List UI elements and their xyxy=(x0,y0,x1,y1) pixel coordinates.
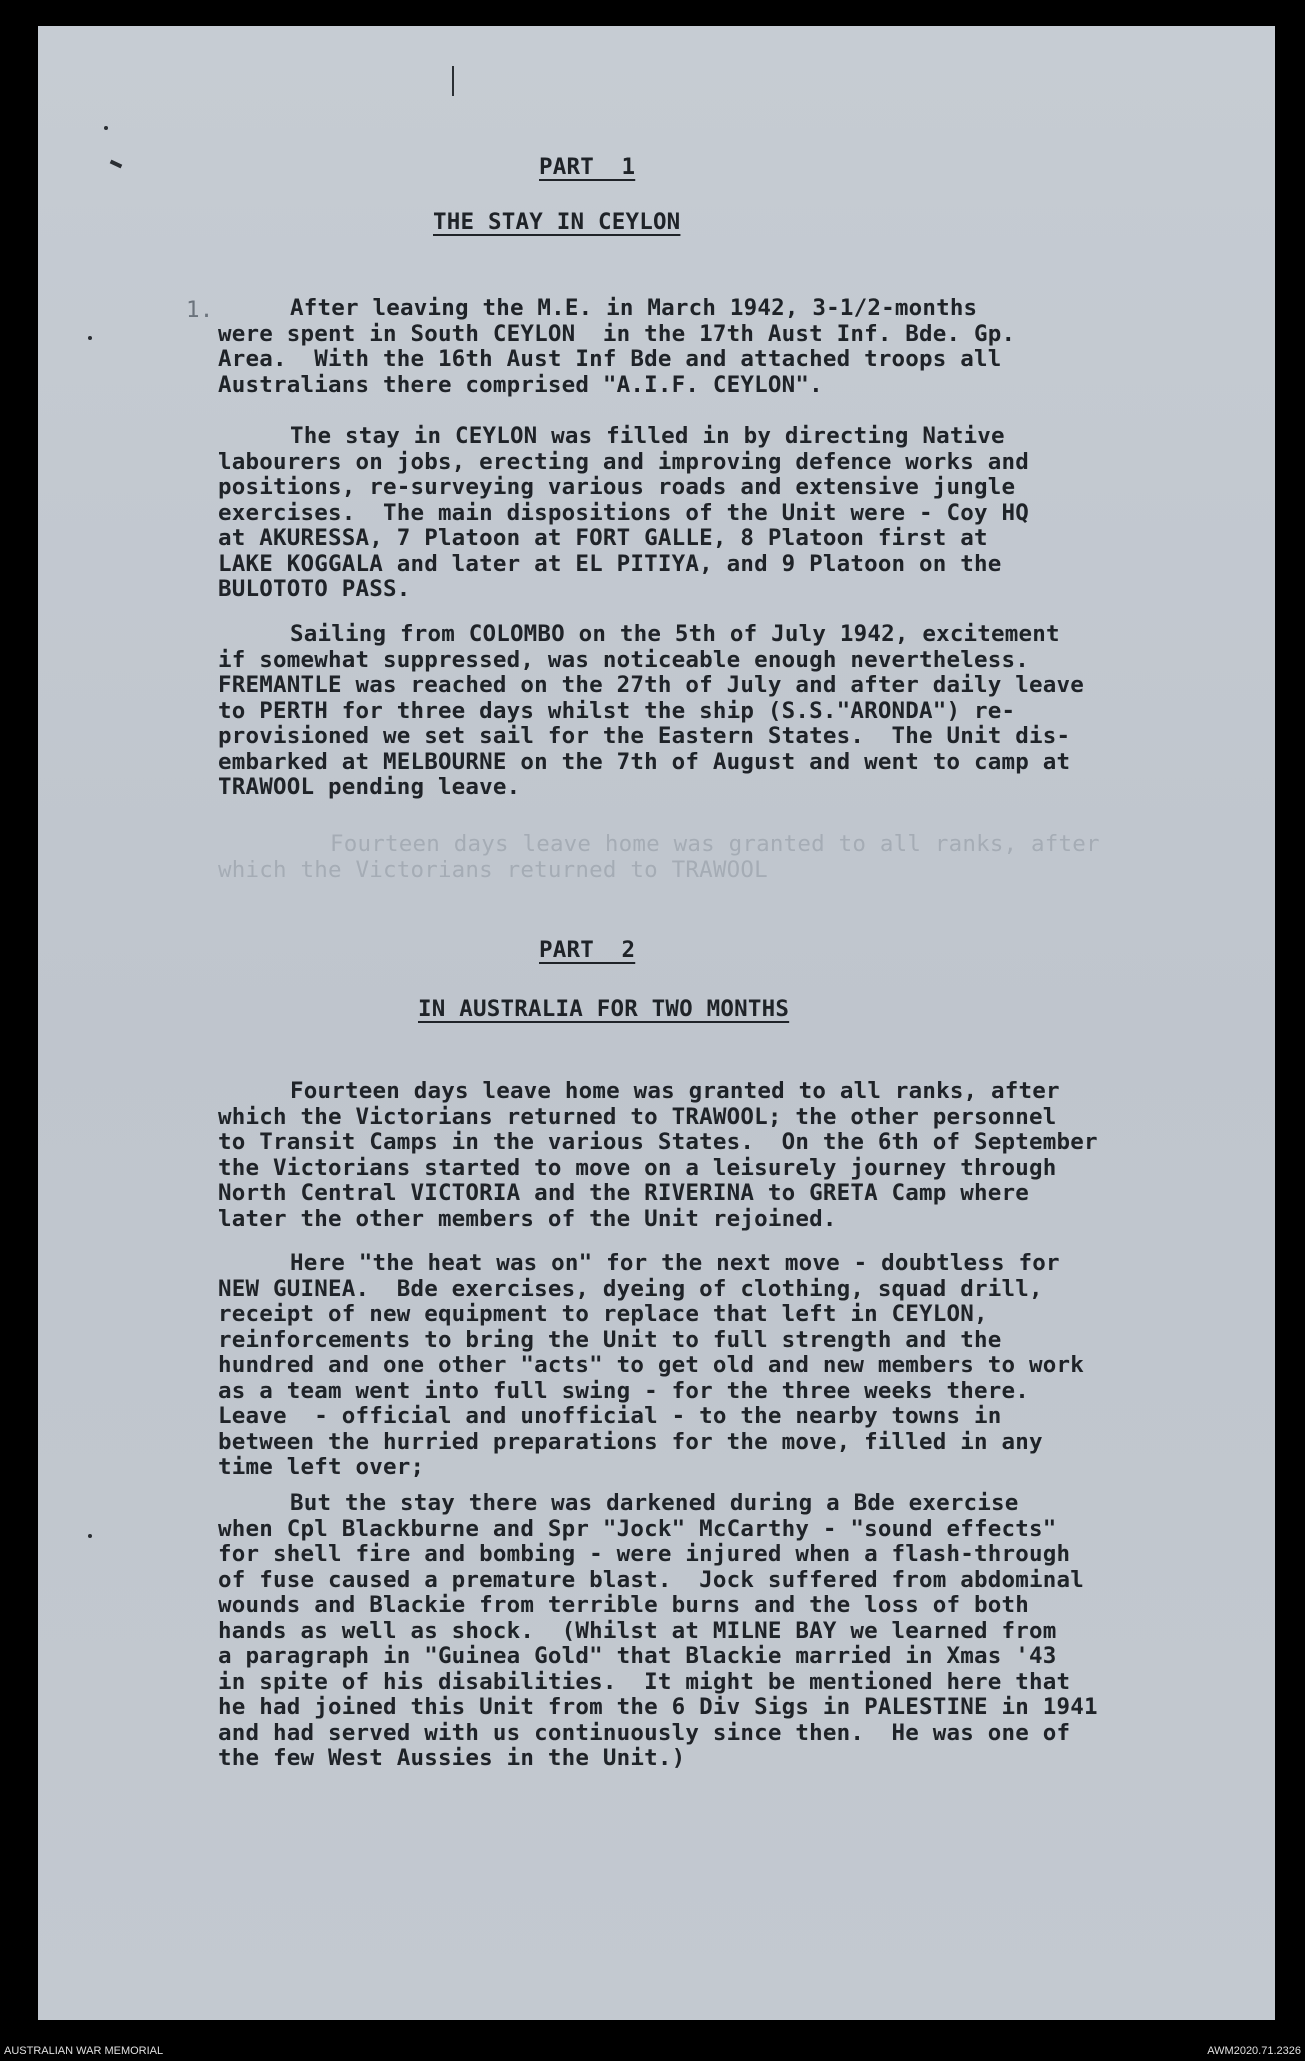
text-line: After leaving the M.E. in March 1942, 3-1/2-months xyxy=(290,295,978,321)
margin-number: 1. xyxy=(186,297,214,323)
part1-heading: PART 1 xyxy=(539,154,636,180)
text-line: Area. With the 16th Aust Inf Bde and attached troops all xyxy=(218,346,1002,372)
text-line: Fourteen days leave home was granted to all ranks, after xyxy=(290,1078,1060,1104)
text-line: at AKURESSA, 7 Platoon at FORT GALLE, 8 Platoon first at xyxy=(218,525,988,551)
text-line: embarked at MELBOURNE on the 7th of August and went to camp at xyxy=(218,748,1071,775)
document-page xyxy=(38,26,1275,2020)
text-line: a paragraph in "Guinea Gold" that Blackie married in Xmas '43 xyxy=(218,1643,1057,1669)
text-line: BULOTOTO PASS. xyxy=(218,576,411,602)
part2-subheading: IN AUSTRALIA FOR TWO MONTHS xyxy=(418,996,790,1022)
faded-text-line: Fourteen days leave home was granted to all ranks, after xyxy=(330,831,1100,857)
text-line: provisioned we set sail for the Eastern States. The Unit dis- xyxy=(218,723,1071,749)
text-line: receipt of new equipment to replace that left in CEYLON, xyxy=(218,1301,988,1327)
faded-text-line: which the Victorians returned to TRAWOOL xyxy=(218,857,768,883)
text-line: But the stay there was darkened during a Bde exercise xyxy=(290,1490,1019,1516)
text-line: in spite of his disabilities. It might be mentioned here that xyxy=(218,1668,1071,1695)
footer-right: AWM2020.71.2326 xyxy=(1207,2045,1301,2057)
text-line: Leave - official and unofficial - to the nearby towns in xyxy=(218,1403,1002,1429)
text-line: labourers on jobs, erecting and improving defence works and xyxy=(218,448,1030,475)
text-line: LAKE KOGGALA and later at EL PITIYA, and 9 Platoon on the xyxy=(218,550,1002,577)
text-line: hands as well as shock. (Whilst at MILNE BAY we learned from xyxy=(218,1617,1057,1644)
text-line: hundred and one other "acts" to get old and new members to work xyxy=(218,1352,1085,1378)
text-line: and had served with us continuously since then. He was one of xyxy=(218,1719,1071,1746)
binding-mark xyxy=(104,126,108,130)
text-line: to Transit Camps in the various States. On the 6th of September xyxy=(218,1129,1098,1155)
part2-heading: PART 2 xyxy=(539,937,636,963)
text-line: were spent in South CEYLON in the 17th Aust Inf. Bde. Gp. xyxy=(218,320,1016,347)
text-line: as a team went into full swing - for the three weeks there. xyxy=(218,1377,1030,1404)
text-line: positions, re-surveying various roads and extensive jungle xyxy=(218,474,1016,500)
binding-mark xyxy=(88,1534,92,1538)
text-line: exercises. The main dispositions of the Unit were - Coy HQ xyxy=(218,499,1030,526)
part1-subheading: THE STAY IN CEYLON xyxy=(433,209,681,235)
text-line: reinforcements to bring the Unit to full strength and the xyxy=(218,1326,1002,1353)
text-line: he had joined this Unit from the 6 Div Sigs in PALESTINE in 1941 xyxy=(218,1694,1098,1720)
text-line: FREMANTLE was reached on the 27th of July and after daily leave xyxy=(218,672,1085,698)
text-line: The stay in CEYLON was filled in by directing Native xyxy=(290,423,1005,449)
text-line: Sailing from COLOMBO on the 5th of July 1942, excitement xyxy=(290,621,1060,647)
text-line: time left over; xyxy=(218,1454,425,1480)
text-line: when Cpl Blackburne and Spr "Jock" McCarthy - "sound effects" xyxy=(218,1515,1057,1542)
text-line: Here "the heat was on" for the next move - doubtless for xyxy=(290,1250,1060,1276)
text-line: between the hurried preparations for the move, filled in any xyxy=(218,1428,1043,1455)
text-line: to PERTH for three days whilst the ship (S.S."ARONDA") re- xyxy=(218,697,1016,724)
text-line: the Victorians started to move on a leisurely journey through xyxy=(218,1154,1057,1181)
text-line: Australians there comprised "A.I.F. CEYLON". xyxy=(218,371,823,398)
binding-mark xyxy=(88,336,92,340)
text-line: TRAWOOL pending leave. xyxy=(218,774,521,800)
text-line: later the other members of the Unit rejoined. xyxy=(218,1205,837,1232)
footer-left: AUSTRALIAN WAR MEMORIAL xyxy=(4,2045,164,2057)
text-line: North Central VICTORIA and the RIVERINA to GRETA Camp where xyxy=(218,1180,1030,1206)
text-line: which the Victorians returned to TRAWOOL; the other personnel xyxy=(218,1103,1057,1130)
text-line: if somewhat suppressed, was noticeable enough nevertheless. xyxy=(218,646,1030,673)
text-line: the few West Aussies in the Unit.) xyxy=(218,1745,686,1771)
text-line: wounds and Blackie from terrible burns and the loss of both xyxy=(218,1592,1030,1618)
text-line: for shell fire and bombing - were injured when a flash-through xyxy=(218,1541,1071,1567)
pencil-mark xyxy=(452,66,454,96)
text-line: NEW GUINEA. Bde exercises, dyeing of clothing, squad drill, xyxy=(218,1275,1043,1302)
binding-mark xyxy=(110,160,123,169)
text-line: of fuse caused a premature blast. Jock suffered from abdominal xyxy=(218,1566,1085,1593)
